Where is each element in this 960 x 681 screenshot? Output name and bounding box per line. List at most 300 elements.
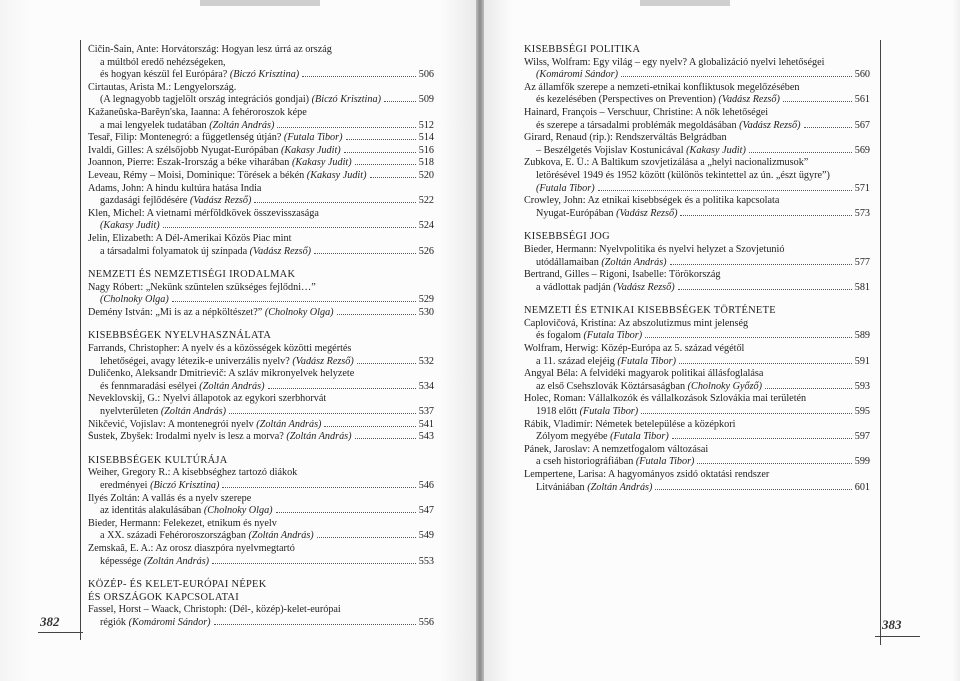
toc-line [524, 132, 870, 145]
toc-line [88, 145, 434, 158]
toc-line [88, 518, 434, 531]
toc-line [524, 244, 870, 257]
toc-line [88, 157, 434, 170]
dot-leader [317, 537, 416, 538]
dot-leader [621, 76, 852, 77]
dot-leader [672, 438, 852, 439]
section-heading: KISEBBSÉGEK NYELVHASZNÁLATA [88, 330, 272, 342]
entry-text [88, 107, 307, 118]
toc-line [88, 356, 434, 369]
entry-title: Nagy Róbert: „Nekünk szüntelen szükséges fejlődni…” [88, 281, 316, 293]
reviewer-name: (Futala Tibor) [617, 355, 676, 367]
entry-text [536, 356, 676, 369]
entry-title: Šustek, Zbyšek: Irodalmi nyelv is lesz a morva? [88, 431, 284, 443]
entry-text [524, 419, 735, 430]
entry-title: a társadalmi folyamatok új színpada [100, 245, 248, 257]
entry-text [88, 82, 236, 93]
left-margin-rule [80, 40, 81, 640]
entry-text [536, 381, 762, 394]
entry-title: Čaplovičová, Kristína: Az abszolutizmus mint jelenség [524, 317, 749, 329]
entry-title: 1918 előtt [536, 406, 578, 418]
toc-line [524, 431, 870, 444]
entry-text [88, 307, 334, 320]
entry-text [536, 482, 652, 495]
reviewer-name: (Futala Tibor) [583, 330, 643, 342]
toc-line [88, 543, 434, 556]
entry-text [88, 419, 321, 432]
dot-leader [172, 301, 416, 302]
reviewer-name: (Biczó Krisztina) [229, 69, 300, 81]
entry-title: Neveklovskij, G.: Nyelvi állapotok az egykori szerbhorvát [88, 393, 327, 405]
entry-text [536, 456, 694, 469]
dot-leader [324, 426, 415, 427]
entry-title: Ilyés Zoltán: A vallás és a nyelv szerepe [88, 492, 252, 504]
reviewer-name: (Kakasy Judit) [100, 220, 160, 232]
entry-text [100, 246, 311, 259]
entry-title: Leveau, Rémy – Moisi, Dominique: Törések a békén [88, 169, 305, 181]
entry-text [88, 343, 351, 354]
reviewer-name: (Kakasy Judit) [306, 169, 367, 181]
entry-text [536, 170, 830, 181]
page-reference: 518 [418, 157, 434, 169]
toc-line [88, 82, 434, 95]
entry-text [524, 469, 769, 480]
dot-leader [680, 215, 851, 216]
entry-title: a múltból eredő nehézségeken, [100, 56, 226, 68]
entry-title: és kezelésében (Perspectives on Prevention) [536, 94, 716, 106]
toc-entry [524, 444, 870, 469]
entry-text [88, 493, 251, 504]
reviewer-name: (Vadász Rezső) [292, 355, 354, 367]
reviewer-name: (Zoltán András) [209, 119, 275, 131]
toc-line [524, 170, 870, 183]
entry-title: Nyugat-Európában [536, 207, 614, 219]
entry-title: (A legnagyobb tagjelölt ország integrációs gondjai) [100, 94, 310, 106]
right-page-number-rule [875, 636, 920, 637]
page-reference: 591 [854, 355, 870, 367]
toc-line [524, 183, 870, 196]
toc-entry [88, 233, 434, 258]
toc-line [88, 406, 434, 419]
section-heading: KÖZÉP- ÉS KELET-EURÓPAI NÉPEK [88, 579, 267, 591]
entry-title: Adams, John: A hindu kultúra hatása India [88, 182, 262, 194]
toc-entry [88, 307, 434, 320]
toc-entry [524, 57, 870, 82]
entry-title: Cirtautas, Arista M.: Lengyelország. [88, 81, 237, 93]
entry-title: – Beszélgetés Vojislav Kostunicával [536, 144, 684, 156]
reviewer-name: (Zoltán András) [199, 380, 265, 392]
toc-entry [524, 419, 870, 444]
dot-leader [749, 152, 852, 153]
entry-title: és hogyan készül fel Európára? [100, 69, 228, 81]
reviewer-name: (Cholnoky Olga) [264, 306, 334, 318]
entry-text [524, 157, 808, 168]
entry-title: gazdasági fejlődésére [100, 195, 188, 207]
page-reference: 530 [418, 306, 434, 318]
page-reference: 547 [418, 505, 434, 517]
entry-text [524, 82, 800, 93]
entry-text [524, 132, 727, 143]
entry-title: a 11. század elejéig [536, 355, 615, 367]
reviewer-name: (Zoltán András) [256, 418, 322, 430]
entry-title: Az államfők szerepe a nemzeti-etnikai konfliktusok megelőzésében [524, 81, 800, 93]
reviewer-name: (Kakasy Judit) [280, 144, 341, 156]
page-reference: 595 [854, 406, 870, 418]
entry-text [524, 195, 779, 206]
entry-text [88, 604, 341, 615]
toc-entry [524, 107, 870, 132]
entry-text [524, 444, 708, 455]
section-heading: ÉS ORSZÁGOK KAPCSOLATAI [88, 591, 239, 603]
dot-leader [214, 624, 416, 625]
entry-title: a XX. századi Fehéroroszországban [100, 530, 246, 542]
top-shadow-right [640, 0, 730, 6]
section-heading: KISEBBSÉGI JOG [524, 231, 610, 243]
toc-entry [88, 343, 434, 368]
entry-text [536, 257, 667, 270]
entry-text [88, 145, 341, 158]
toc-line [524, 120, 870, 133]
reviewer-name: (Zoltán András) [143, 555, 210, 567]
section-heading: NEMZETI ÉS NEMZETISÉGI IRODALMAK [88, 269, 296, 281]
entry-text [536, 282, 675, 295]
entry-title: Weiher, Gregory R.: A kisebbséghez tartozó diákok [88, 467, 298, 479]
entry-text [524, 368, 763, 379]
entry-title: a mai lengyelek tudatában [100, 119, 207, 131]
dot-leader [678, 289, 852, 290]
reviewer-name: (Vadász Rezső) [249, 245, 312, 257]
toc-line [88, 233, 434, 246]
entry-title: Crowley, John: Az etnikai kisebbségek és a politika kapcsolata [524, 195, 780, 207]
dot-leader [598, 190, 852, 191]
entry-text [100, 406, 226, 419]
page-reference: 532 [418, 355, 434, 367]
toc-line [524, 269, 870, 282]
entry-title: Kažaneŭska-Barĕyn'ska, Iaanna: A fehéroroszok képe [88, 106, 307, 118]
entry-title: régiók [100, 616, 127, 628]
toc-entry [88, 132, 434, 145]
toc-line [524, 456, 870, 469]
page-reference: 534 [418, 380, 434, 392]
entry-text [100, 94, 381, 107]
page-reference: 553 [418, 555, 434, 567]
page-reference: 506 [418, 69, 434, 81]
entry-title: Čičin-Šain, Ante: Horvátország: Hogyan lesz úrrá az ország [88, 44, 332, 55]
entry-text [100, 617, 211, 630]
toc-line [88, 44, 434, 57]
toc-line [524, 356, 870, 369]
toc-line [524, 282, 870, 295]
entry-title: lehetőségei, avagy létezik-e univerzális nyelv? [100, 355, 290, 367]
page-reference: 573 [854, 207, 870, 219]
entry-text [524, 343, 744, 354]
entry-title: Zubkova, E. Ü.: A Baltikum szovjetizálása a „helyi nacionalizmusok” [524, 157, 809, 169]
toc-entry [88, 431, 434, 444]
entry-title: Litvániában [536, 481, 585, 493]
toc-line [524, 57, 870, 70]
dot-leader [783, 101, 852, 102]
toc-line [524, 343, 870, 356]
toc-line [88, 69, 434, 82]
toc-entry [88, 170, 434, 183]
entry-text [100, 381, 265, 394]
dot-leader [670, 264, 852, 265]
entry-text [100, 480, 219, 493]
book-gutter [476, 0, 484, 681]
page-reference: 512 [418, 119, 434, 131]
dot-leader [222, 487, 415, 488]
entry-title: az identitás alakulásában [100, 505, 202, 517]
entry-text [536, 69, 618, 82]
entry-text [88, 208, 319, 219]
toc-line [88, 419, 434, 432]
reviewer-name: (Vadász Rezső) [718, 94, 780, 106]
entry-title: képessége [100, 555, 142, 567]
entry-title: Duličenko, Aleksandr Dmitrievič: A szláv mikronyelvek helyzete [88, 368, 355, 380]
toc-entry [524, 157, 870, 195]
left-toc-column [88, 44, 434, 630]
toc-line [88, 246, 434, 259]
entry-title: Bertrand, Gilles – Rigoni, Isabelle: Törökország [524, 269, 721, 281]
toc-line [88, 556, 434, 569]
page-reference: 549 [418, 530, 434, 542]
toc-line [88, 57, 434, 70]
reviewer-name: (Futala Tibor) [536, 182, 595, 194]
entry-text [88, 368, 354, 379]
entry-text [88, 170, 367, 183]
dot-leader [277, 127, 415, 128]
dot-leader [276, 512, 416, 513]
toc-line [524, 195, 870, 208]
entry-title: Jelin, Elizabeth: A Dél-Amerikai Közös Piac mint [88, 232, 292, 244]
entry-text [536, 208, 677, 221]
toc-line [88, 381, 434, 394]
toc-line [524, 69, 870, 82]
entry-text [524, 393, 806, 404]
entry-title: Lempertene, Larisa: A hagyományos zsidó oktatási rendszer [524, 469, 770, 480]
entry-title: Zemskaâ, E. A.: Az orosz diaszpóra nyelvmegtartó [88, 542, 295, 554]
toc-entry [88, 44, 434, 82]
reviewer-name: (Vadász Rezső) [189, 195, 252, 207]
entry-text [88, 543, 295, 554]
toc-line [88, 195, 434, 208]
toc-line [524, 406, 870, 419]
page-reference: 599 [854, 456, 870, 468]
reviewer-name: (Futala Tibor) [283, 132, 343, 144]
entry-title: Demény István: „Mi is az a népköltészet?” [88, 306, 263, 318]
toc-entry [524, 393, 870, 418]
toc-entry [524, 195, 870, 220]
entry-text [88, 157, 352, 170]
top-shadow [200, 0, 320, 6]
toc-entry [88, 604, 434, 629]
entry-text [88, 282, 316, 293]
section-heading: KISEBBSÉGEK KULTÚRÁJA [88, 454, 228, 466]
toc-entry [524, 343, 870, 368]
toc-line [88, 183, 434, 196]
toc-line [524, 82, 870, 95]
toc-line [88, 530, 434, 543]
entry-text [88, 431, 352, 444]
entry-text [536, 330, 642, 343]
entry-title: Bieder, Hermann: Nyelvpolitika és nyelvi helyzet a Szovjetunió [524, 243, 785, 255]
dot-leader [357, 363, 416, 364]
entry-text [88, 132, 343, 145]
toc-line [524, 157, 870, 170]
page-reference: 516 [418, 144, 434, 156]
dot-leader [337, 314, 416, 315]
page-reference: 571 [854, 182, 870, 194]
entry-text [88, 467, 297, 478]
entry-text [536, 431, 669, 444]
entry-title: letörésével 1949 és 1952 között (különös tekintettel az ún. „észt ügyre”) [536, 169, 830, 181]
entry-title: Ivaldi, Gilles: A szélsőjobb Nyugat-Európában [88, 144, 279, 156]
entry-text [100, 556, 209, 569]
entry-title: Farrands, Christopher: A nyelv és a közösségek közötti megértés [88, 343, 352, 355]
reviewer-name: (Zoltán András) [601, 256, 667, 268]
entry-text [100, 69, 299, 82]
page-reference: 589 [854, 330, 870, 342]
entry-title: nyelvterületen [100, 406, 159, 418]
reviewer-name: (Komáromi Sándor) [128, 616, 211, 628]
reviewer-name: (Zoltán András) [160, 406, 227, 418]
dot-leader [804, 127, 852, 128]
entry-text [524, 244, 784, 255]
dot-leader [346, 139, 416, 140]
toc-line [524, 330, 870, 343]
entry-text [524, 269, 720, 280]
entry-title: a cseh historiográfiában [536, 456, 634, 468]
reviewer-name: (Futala Tibor) [635, 456, 695, 468]
entry-title: Nikčević, Vojislav: A montenegrói nyelv [88, 418, 254, 430]
dot-leader [302, 76, 416, 77]
page-reference: 597 [854, 431, 870, 443]
toc-entry [524, 318, 870, 343]
reviewer-name: (Vadász Rezső) [739, 119, 801, 131]
dot-leader [679, 363, 852, 364]
toc-line [88, 132, 434, 145]
page-reference: 537 [418, 406, 434, 418]
toc-entry [524, 132, 870, 157]
reviewer-name: (Zoltán András) [286, 431, 352, 443]
entry-text [536, 145, 746, 158]
reviewer-name: (Biczó Krisztina) [311, 94, 381, 106]
page-reference: 541 [418, 418, 434, 430]
dot-leader [229, 413, 416, 414]
page-reference: 581 [854, 281, 870, 293]
toc-line [524, 419, 870, 432]
entry-title: Tesař, Filip: Montenegró: a függetlenség útján? [88, 132, 282, 144]
toc-entry [88, 518, 434, 543]
dot-leader [344, 152, 416, 153]
toc-line [524, 107, 870, 120]
reviewer-name: (Kakasy Judit) [686, 144, 746, 156]
toc-entry [524, 469, 870, 494]
entry-text [88, 518, 277, 529]
dot-leader [655, 489, 851, 490]
dot-leader [645, 337, 852, 338]
reviewer-name: (Cholnoky Olga) [203, 505, 273, 517]
page-reference: 601 [854, 481, 870, 493]
page-reference: 543 [418, 431, 434, 443]
toc-line [524, 381, 870, 394]
toc-line [88, 170, 434, 183]
entry-text [536, 94, 780, 107]
toc-line [88, 505, 434, 518]
toc-entry [88, 107, 434, 132]
page-reference: 577 [854, 256, 870, 268]
entry-text [524, 57, 824, 68]
entry-title: utódállamaiban [536, 256, 599, 268]
right-toc-column [524, 44, 870, 494]
toc-entry [88, 393, 434, 418]
toc-entry [88, 157, 434, 170]
entry-text [524, 107, 768, 118]
entry-text [100, 505, 273, 518]
toc-entry [524, 269, 870, 294]
dot-leader [355, 438, 416, 439]
page-reference: 514 [418, 132, 434, 144]
reviewer-name: (Vadász Rezső) [613, 281, 675, 293]
toc-line [88, 107, 434, 120]
entry-title: Girard, Renaud (rip.): Rendszerváltás Belgrádban [524, 132, 727, 144]
entry-title: Angyal Béla: A felvidéki magyarok politikai állásfoglalása [524, 368, 764, 380]
entry-title: Rábik, Vladimír: Németek betelepülése a középkori [524, 418, 736, 430]
toc-line [88, 220, 434, 233]
entry-text [536, 406, 638, 419]
toc-entry [88, 208, 434, 233]
toc-line [88, 294, 434, 307]
toc-entry [88, 493, 434, 518]
reviewer-name: (Cholnoky Olga) [100, 294, 169, 306]
page-reference: 556 [418, 616, 434, 628]
entry-title: a vádlottak padján [536, 281, 611, 293]
dot-leader [314, 253, 416, 254]
toc-line [524, 94, 870, 107]
entry-title: Bieder, Hermann: Felekezet, etnikum és nyelv [88, 517, 277, 529]
entry-text [100, 530, 314, 543]
toc-entry [88, 183, 434, 208]
toc-line [88, 208, 434, 221]
toc-line [524, 469, 870, 482]
toc-line [524, 482, 870, 495]
dot-leader [384, 101, 416, 102]
toc-entry [88, 82, 434, 107]
entry-text [88, 183, 261, 194]
toc-entry [88, 467, 434, 492]
toc-line [88, 368, 434, 381]
reviewer-name: (Vadász Rezső) [616, 207, 678, 219]
page-reference: 546 [418, 480, 434, 491]
toc-line [88, 493, 434, 506]
toc-entry [88, 368, 434, 393]
dot-leader [765, 388, 852, 389]
dot-leader [163, 227, 416, 228]
dot-leader [697, 463, 851, 464]
toc-line [524, 368, 870, 381]
toc-line [524, 393, 870, 406]
left-page-number-rule [38, 632, 83, 633]
entry-text [88, 393, 326, 404]
reviewer-name: (Zoltán András) [587, 481, 653, 493]
entry-title: és szerepe a társadalmi problémák megoldásában [536, 119, 737, 131]
page-reference: 593 [854, 380, 870, 392]
toc-line [88, 282, 434, 295]
entry-text [100, 195, 251, 208]
toc-line [88, 617, 434, 630]
toc-entry [88, 543, 434, 568]
page-reference: 569 [854, 144, 870, 156]
